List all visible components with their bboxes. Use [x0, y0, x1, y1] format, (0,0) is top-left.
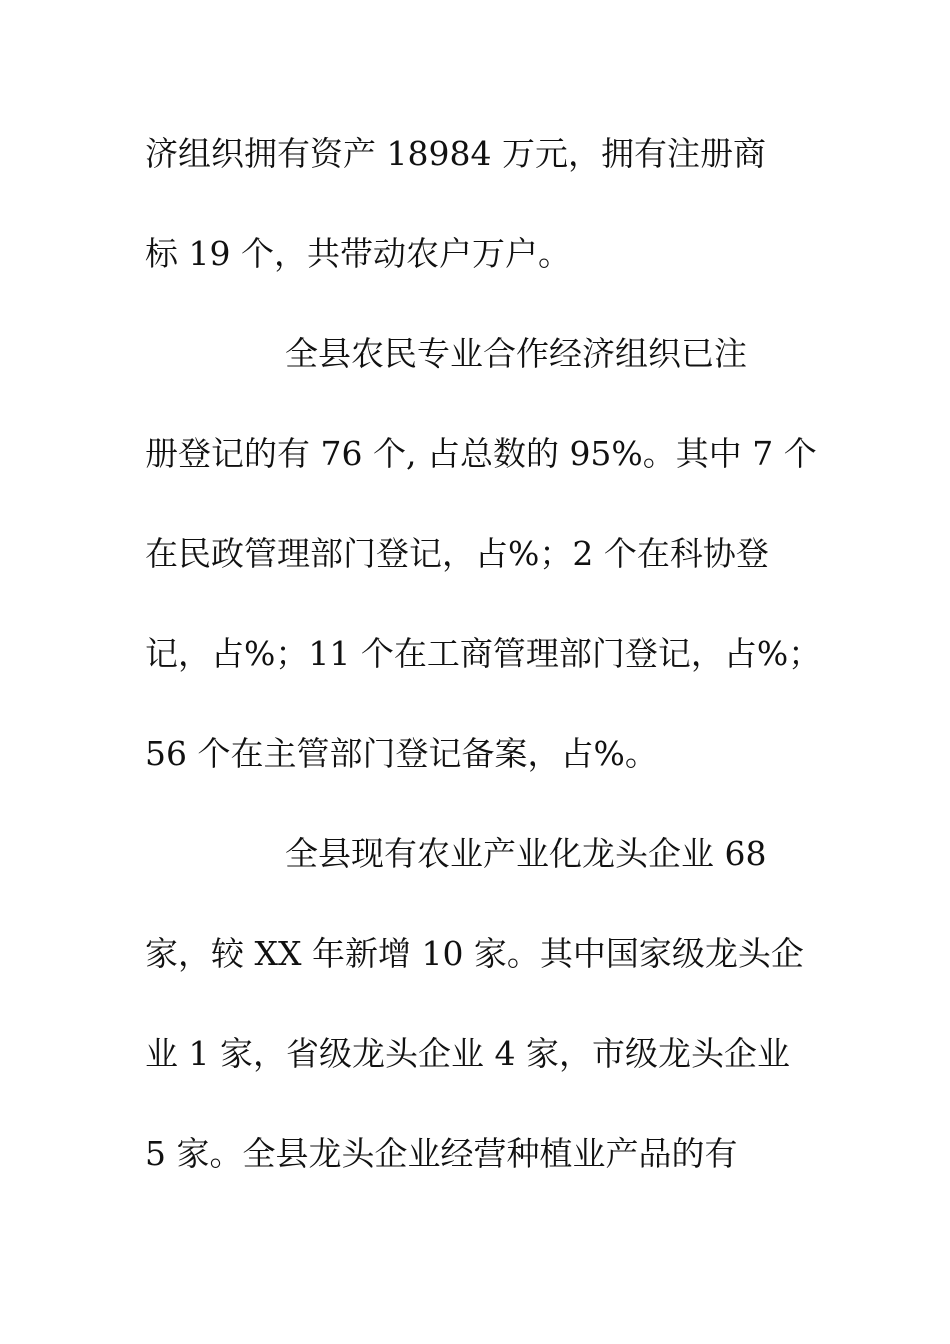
paragraph-line-4: 册登记的有 76 个, 占总数的 95%。其中 7 个 [145, 434, 817, 473]
paragraph-line-1: 济组织拥有资产 18984 万元，拥有注册商 [145, 134, 766, 173]
paragraph-line-10: 业 1 家，省级龙头企业 4 家，市级龙头企业 [145, 1034, 790, 1073]
paragraph-line-9: 家，较 XX 年新增 10 家。其中国家级龙头企 [145, 934, 804, 973]
paragraph-line-3: 全县农民专业合作经济组织已注 [285, 334, 747, 373]
paragraph-line-2: 标 19 个，共带动农户万户。 [145, 234, 571, 273]
paragraph-line-11: 5 家。全县龙头企业经营种植业产品的有 [145, 1134, 738, 1173]
paragraph-line-7: 56 个在主管部门登记备案，占%。 [145, 734, 658, 773]
paragraph-line-6: 记，占%；11 个在工商管理部门登记，占%； [145, 634, 822, 673]
paragraph-line-8: 全县现有农业产业化龙头企业 68 [285, 834, 767, 873]
paragraph-line-5: 在民政管理部门登记，占%；2 个在科协登 [145, 534, 769, 573]
